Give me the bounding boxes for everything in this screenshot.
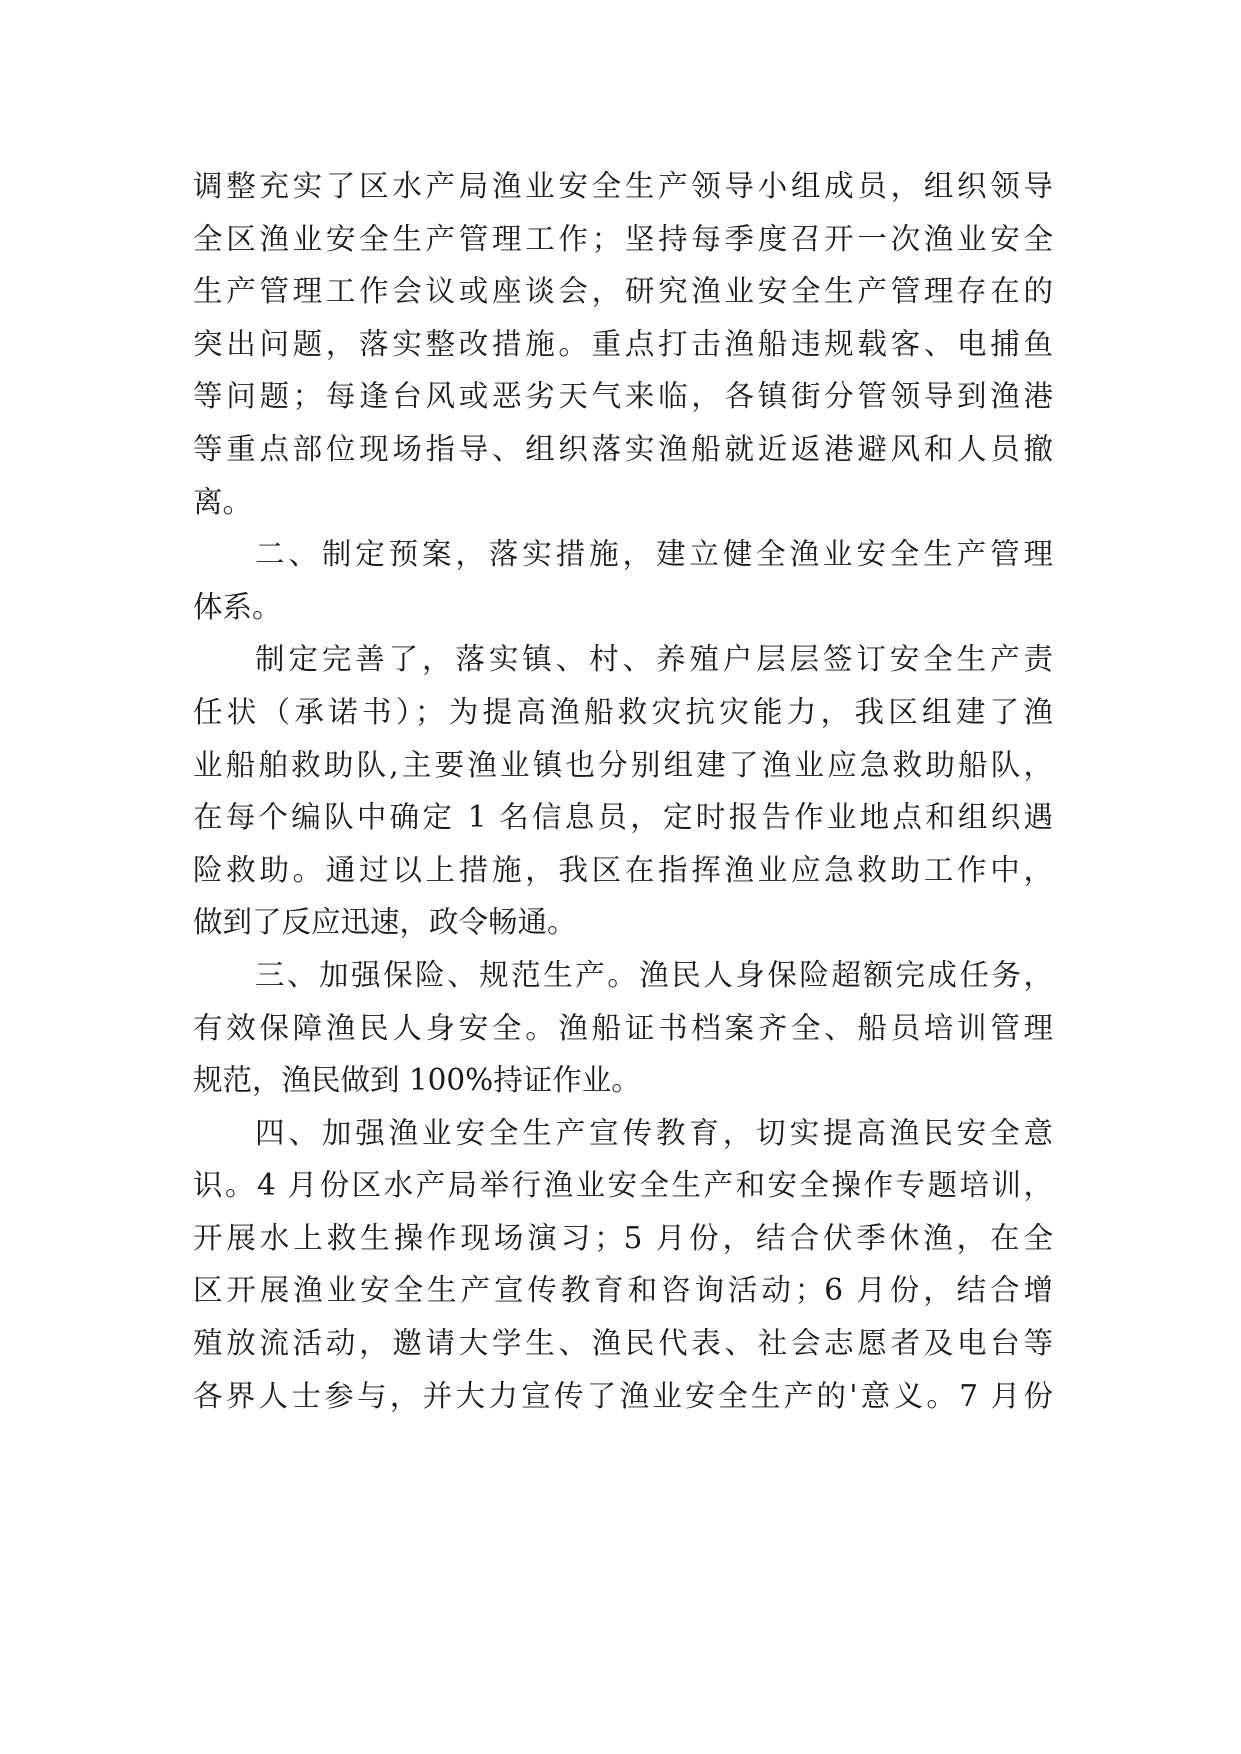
text-line: 识。4 月份区水产局举行渔业安全生产和安全操作专题培训， [193, 1168, 1053, 1203]
text-line: 在每个编队中确定 1 名信息员，定时报告作业地点和组织遇 [193, 800, 1053, 835]
text-line: 全区渔业安全生产管理工作；坚持每季度召开一次渔业安全 [193, 221, 1053, 256]
text-line: 做到了反应迅速，政令畅通。 [193, 905, 577, 940]
text-line: 等重点部位现场指导、组织落实渔船就近返港避风和人员撤 [193, 431, 1053, 466]
text-line: 体系。 [193, 589, 282, 624]
text-line: 等问题；每逢台风或恶劣天气来临，各镇街分管领导到渔港 [193, 379, 1053, 414]
text-line: 制定完善了，落实镇、村、养殖户层层签订安全生产责 [255, 642, 1053, 677]
text-line: 四、加强渔业安全生产宣传教育，切实提高渔民安全意 [255, 1115, 1053, 1150]
text-line: 突出问题，落实整改措施。重点打击渔船违规载客、电捕鱼 [193, 326, 1053, 361]
text-line: 险救助。通过以上措施，我区在指挥渔业应急救助工作中， [193, 852, 1053, 887]
text-line: 有效保障渔民人身安全。渔船证书档案齐全、船员培训管理 [193, 1010, 1053, 1045]
text-line: 殖放流活动，邀请大学生、渔民代表、社会志愿者及电台等 [193, 1326, 1053, 1361]
text-line: 区开展渔业安全生产宣传教育和咨询活动；6 月份，结合增 [193, 1273, 1053, 1308]
document-body [193, 160, 1053, 1422]
text-line: 规范，渔民做到 100%持证作业。 [193, 1063, 641, 1098]
text-line: 各界人士参与，并大力宣传了渔业安全生产的'意义。7 月份 [193, 1378, 1053, 1413]
text-line: 生产管理工作会议或座谈会，研究渔业安全生产管理存在的 [193, 274, 1053, 309]
text-line: 离。 [193, 484, 253, 519]
text-line: 业船舶救助队,主要渔业镇也分别组建了渔业应急救助船队， [193, 747, 1053, 782]
text-line: 开展水上救生操作现场演习；5 月份，结合伏季休渔，在全 [193, 1220, 1053, 1255]
text-line: 任状（承诺书）；为提高渔船救灾抗灾能力，我区组建了渔 [193, 694, 1053, 729]
text-line: 二、制定预案，落实措施，建立健全渔业安全生产管理 [255, 537, 1053, 572]
text-line: 三、加强保险、规范生产。渔民人身保险超额完成任务， [255, 957, 1053, 992]
text-line: 调整充实了区水产局渔业安全生产领导小组成员，组织领导 [193, 169, 1053, 203]
